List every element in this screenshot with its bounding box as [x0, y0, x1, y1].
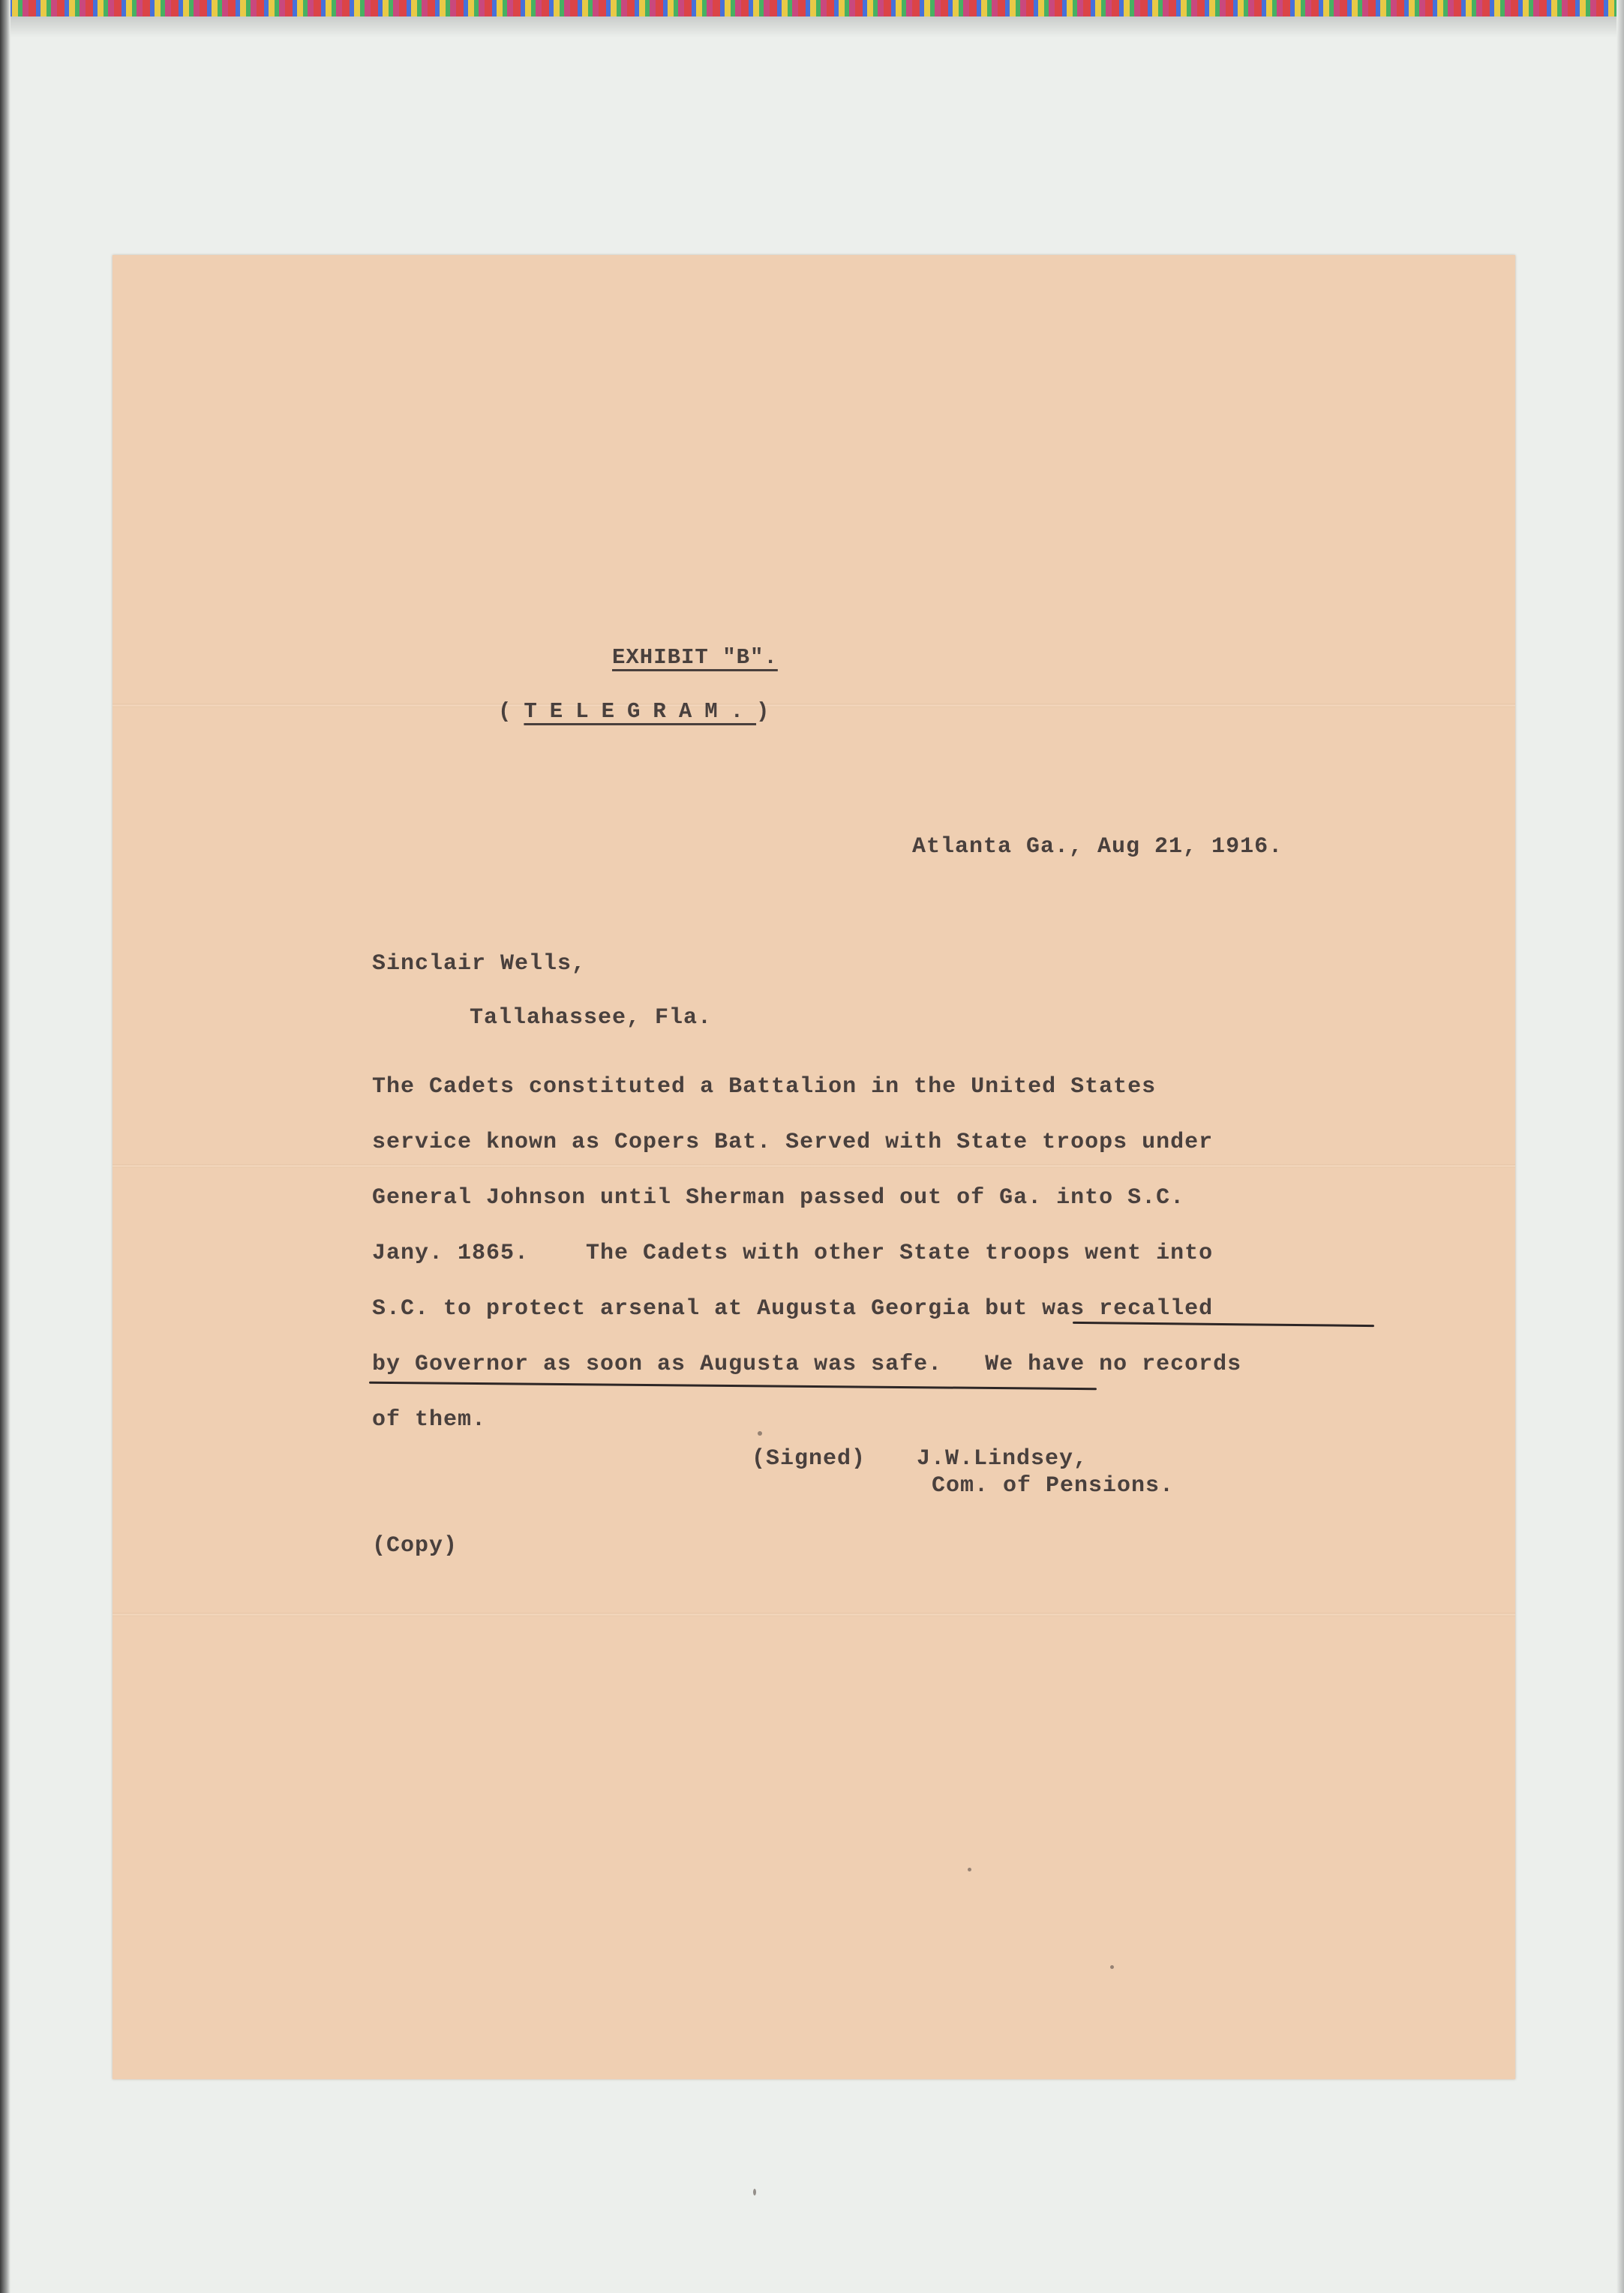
body-line: S.C. to protect arsenal at Augusta Georgia but was recalled: [372, 1296, 1214, 1322]
copy-note: (Copy): [372, 1533, 458, 1559]
paper-speck: [968, 1868, 971, 1871]
paper-fold-line: [113, 704, 1515, 707]
body-line: Jany. 1865. The Cadets with other State troops went into: [372, 1241, 1214, 1266]
body-line: of them.: [372, 1407, 487, 1433]
addressee-name: Sinclair Wells,: [372, 951, 587, 977]
body-line: service known as Copers Bat. Served with State troops under: [372, 1130, 1214, 1155]
telegram-heading-open-paren: (: [498, 699, 524, 724]
scanner-color-strip: [0, 0, 1624, 17]
paper-speck: [758, 1431, 762, 1436]
paper-fold-line: [113, 1613, 1515, 1616]
telegram-heading-close-paren: ): [756, 699, 782, 724]
scanner-right-edge: [1616, 0, 1624, 2293]
body-line: by Governor as soon as Augusta was safe. We have no records: [372, 1352, 1242, 1377]
scanner-shadow: [0, 17, 1624, 38]
telegram-heading-letters: TELEGRAM.: [524, 699, 757, 724]
paper-speck: [753, 2189, 756, 2195]
telegram-body: [372, 1059, 1422, 1448]
telegram-heading: [498, 701, 782, 722]
paper-speck: [1110, 1965, 1114, 1969]
date-line: Atlanta Ga., Aug 21, 1916.: [912, 834, 1283, 860]
addressee-city: Tallahassee, Fla.: [470, 1005, 713, 1031]
body-line: The Cadets constituted a Battalion in the United States: [372, 1074, 1157, 1100]
signer-title: Com. of Pensions.: [932, 1473, 1175, 1499]
scanner-left-edge: [0, 0, 11, 2293]
signer-name: J.W.Lindsey,: [917, 1446, 1088, 1472]
exhibit-title: EXHIBIT "B".: [612, 645, 778, 670]
signed-label: (Signed): [752, 1446, 866, 1472]
body-line: General Johnson until Sherman passed out of Ga. into S.C.: [372, 1185, 1185, 1211]
